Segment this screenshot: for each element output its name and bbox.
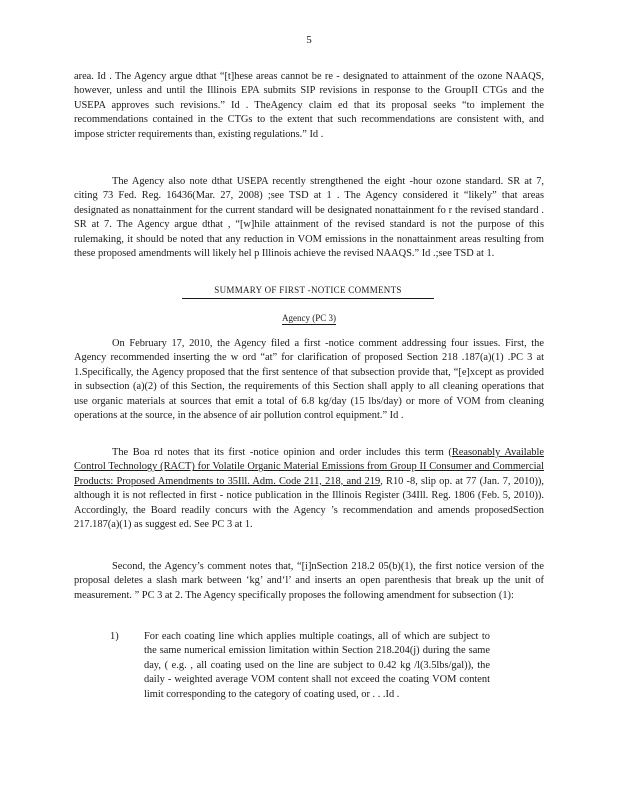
paragraph-second-comment: Second, the Agency’s comment notes that, “[i]nSection 218.2 05(b)(1), the first notice version of the proposal deletes a slash mark between ‘kg’ and‘l’ and inserts an open parenthesis that break up the unit of measurement. ” PC 3 at 2. The Agency specifically proposes the following amendment for subsection (1):: [74, 561, 544, 601]
section-subheading: [0, 311, 618, 325]
paragraph-first-comment: On February 17, 2010, the Agency filed a first -notice comment addressing four issues. First, the Agency recommended inserting the w ord “at” for clarification of proposed Section 218 .187(a)(1) .PC 3 at 1.Specifically, the Agency proposed that the first sentence of that subsection provide that, “[e]xcept as provided in subsection (a)(2) of this Section, the requirements of this Section shall apply to all cleaning operations that use organic materials at sources that emit a total of 6.8 kg/day (15 lbs/day) or more of VOM from cleaning operations at the source, in the absence of air pollution control equipment.” Id .: [74, 338, 544, 422]
rulemaking-title-link: Reasonably Available Control Technology (RACT) for Volatile Organic Material Emissions from Group II Consumer and Commercial Products: Proposed Amendments to 35Ill. Adm. Code 211, 218, and 219: [74, 447, 544, 487]
p4-text-before: The Boa rd notes that its first -notice opinion and order includes this term (: [112, 447, 452, 458]
paragraph-intro: area. Id . The Agency argue dthat “[t]hese areas cannot be re - designated to attainment of the ozone NAAQS, however, unless and until the Illinois EPA submits SIP revisions in response to the GroupII CTGs and the USEPA approves such revisions.” Id . TheAgency claim ed that its proposal seeks “to implement the recommendations contained in the CTGs to the extent that such recommendations are consistent with, and impose stricter requirements than, existing regulations.” Id .: [74, 71, 544, 140]
p4-text-after: , R10 -8, slip op. at 77 (Jan. 7, 2010)), although it is not reflected in first - notice publication in the Illinois Register (34Ill. Reg. 1806 (Feb. 5, 2010)). Accordingly, the Board readily concurs with the Agency ’s recommendation and amends proposedSection 217.187(a)(1) as suggest ed. See PC 3 at 1.: [74, 475, 544, 531]
list-item-number: 1): [110, 631, 119, 642]
list-item-text: For each coating line which applies multiple coatings, all of which are subject to the same numerical emission limitation within Section 218.204(j) during the same day, ( e.g. , all coating used on the line are subject to 0.42 kg /l(3.5lbs/gal)), the daily - weighted average VOM content shall not exceed the coating VOM content limit corresponding to the category of coating used, or . . .Id .: [144, 631, 490, 700]
section-heading: SUMMARY OF FIRST -NOTICE COMMENTS: [182, 283, 434, 299]
paragraph-ozone-standard: The Agency also note dthat USEPA recently strengthened the eight -hour ozone standard. SR at 7, citing 73 Fed. Reg. 16436(Mar. 27, 2008) ;see TSD at 1 . The Agency considered it “likely” that areas designated as nonattainment for the current standard will be designated nonattainment fo r the revised standard . SR at 7. The Agency argue dthat , “[w]hile attainment of the revised standard is not the purpose of this rulemaking, it should be noted that any reduction in VOM emissions in the nonattainment areas resulting from these proposed amendments will likely hel p Illinois achieve the revised NAAQS.” Id .;see TSD at 1.: [74, 176, 544, 260]
subheading-text: Agency (PC 3): [282, 313, 336, 323]
paragraph-board-notes: [74, 446, 544, 532]
page-number: 5: [306, 34, 312, 46]
